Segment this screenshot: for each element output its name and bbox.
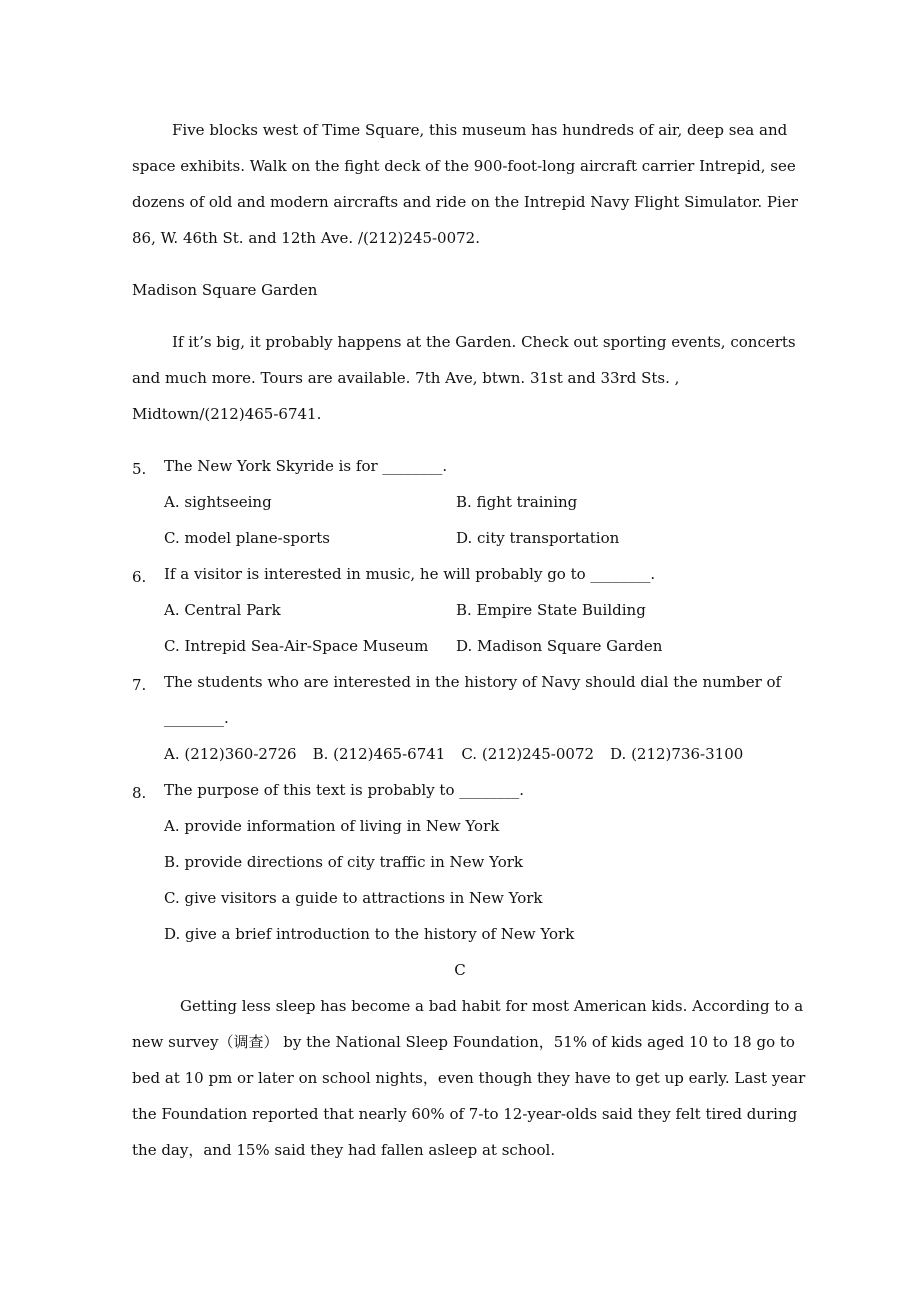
question-5-options bbox=[132, 484, 812, 556]
question-number: 5. bbox=[132, 460, 147, 478]
option-a[interactable]: A. sightseeing bbox=[164, 493, 272, 511]
question-number: 7. bbox=[132, 676, 147, 694]
question-8 bbox=[132, 772, 812, 808]
option-d[interactable]: D. give a brief introduction to the history of New York bbox=[164, 925, 575, 943]
option-b[interactable]: B. provide directions of city traffic in New York bbox=[164, 853, 524, 871]
option-d[interactable]: D. (212)736-3100 bbox=[610, 745, 744, 763]
passage-c-paragraph: Getting less sleep has become a bad habit for most American kids. According to a new survey（调查） by the National Sleep Foundation，51% of kids aged 10 to 18 go to bed at 10 pm or later on school nights，even though they have to get up early. Last year the Foundation reported that nearly 60% of 7-to 12-year-olds said they felt tired during the day，and 15% said they had fallen asleep at school. bbox=[132, 997, 806, 1159]
question-number: 8. bbox=[132, 784, 147, 802]
document-page bbox=[132, 112, 812, 1168]
question-stem: The purpose of this text is probably to ________. bbox=[164, 781, 525, 799]
option-c[interactable]: C. Intrepid Sea-Air-Space Museum bbox=[164, 637, 429, 655]
question-6 bbox=[132, 556, 812, 592]
option-c[interactable]: C. give visitors a guide to attractions in New York bbox=[164, 889, 543, 907]
madison-square-garden-paragraph: If it’s big, it probably happens at the Garden. Check out sporting events, concerts and much more. Tours are available. 7th Ave, btwn. 31st and 33rd Sts. , Midtown/(212)465-6741. bbox=[132, 333, 796, 423]
option-a[interactable]: A. (212)360-2726 bbox=[164, 745, 297, 763]
option-b[interactable]: B. fight training bbox=[456, 493, 578, 511]
question-number: 6. bbox=[132, 568, 147, 586]
section-letter-c: C bbox=[454, 961, 466, 979]
option-b[interactable]: B. (212)465-6741 bbox=[312, 745, 446, 763]
question-stem: If a visitor is interested in music, he will probably go to ________. bbox=[164, 565, 656, 583]
madison-square-garden-heading: Madison Square Garden bbox=[132, 281, 318, 299]
question-6-options bbox=[132, 592, 812, 664]
question-7-options bbox=[132, 736, 812, 772]
question-8-options bbox=[132, 808, 812, 952]
option-b[interactable]: B. Empire State Building bbox=[456, 601, 646, 619]
question-stem: The New York Skyride is for ________. bbox=[164, 457, 448, 475]
option-d[interactable]: D. city transportation bbox=[456, 529, 620, 547]
option-a[interactable]: A. provide information of living in New York bbox=[164, 817, 500, 835]
option-c[interactable]: C. (212)245-0072 bbox=[461, 745, 595, 763]
question-stem: The students who are interested in the history of Navy should dial the number of ________. bbox=[164, 673, 782, 727]
question-7 bbox=[132, 664, 812, 736]
question-5 bbox=[132, 448, 812, 484]
option-a[interactable]: A. Central Park bbox=[164, 601, 281, 619]
intrepid-paragraph: Five blocks west of Time Square, this museum has hundreds of air, deep sea and space exhibits. Walk on the fight deck of the 900-foot-long aircraft carrier Intrepid, see dozens of old and modern aircrafts and ride on the Intrepid Navy Flight Simulator. Pier 86, W. 46th St. and 12th Ave. /(212)245-0072. bbox=[132, 121, 798, 247]
option-c[interactable]: C. model plane-sports bbox=[164, 529, 330, 547]
option-d[interactable]: D. Madison Square Garden bbox=[456, 637, 663, 655]
